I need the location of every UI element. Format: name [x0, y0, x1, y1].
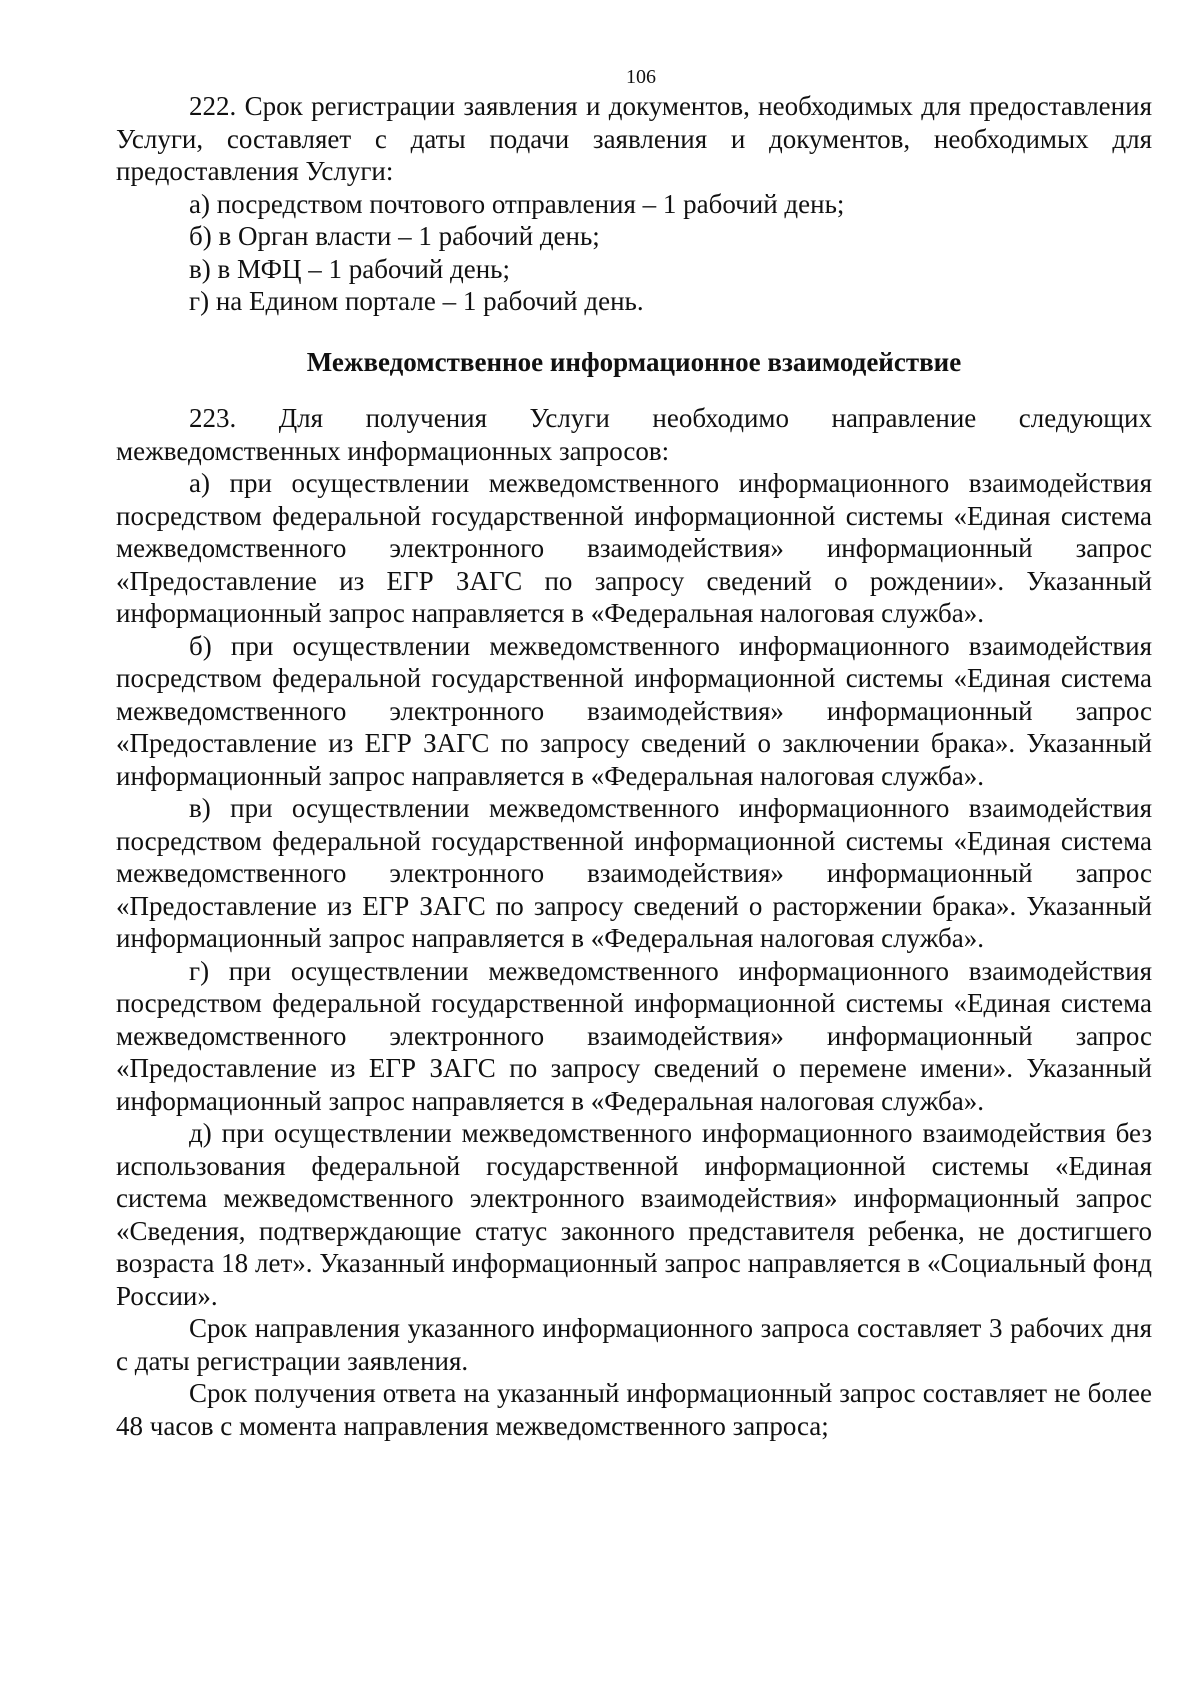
paragraph-222-item-a: а) посредством почтового отправления – 1 рабочий день; — [189, 188, 845, 219]
paragraph-223-item-g: г) при осуществлении межведомственного информационного взаимодействия посредством федеральной государственной информационной системы «Единая система межведомственного электронного взаимодействия» информационный запрос «Предоставление из ЕГР ЗАГС по запросу сведений о перемене имени». Указанный информационный запрос направляется в «Федеральная налоговая служба». — [116, 955, 1152, 1116]
paragraph-term-response: Срок получения ответа на указанный информационный запрос составляет не более 48 часов с момента направления межведомственного запроса; — [116, 1378, 1152, 1441]
paragraph-term-request: Срок направления указанного информационного запроса составляет 3 рабочих дня с даты регистрации заявления. — [116, 1313, 1152, 1376]
paragraph-223-item-a: а) при осуществлении межведомственного информационного взаимодействия посредством федеральной государственной информационной системы «Единая система межведомственного электронного взаимодействия» информационный запрос «Предоставление из ЕГР ЗАГС по запросу сведений о рождении». Указанный информационный запрос направляется в «Федеральная налоговая служба». — [116, 468, 1152, 628]
paragraph-222-item-v: в) в МФЦ – 1 рабочий день; — [189, 253, 510, 284]
document-page — [116, 66, 1152, 1442]
page-number: 106 — [626, 66, 656, 88]
section-heading: Межведомственное информационное взаимодействие — [306, 346, 962, 377]
paragraph-223-item-v: в) при осуществлении межведомственного информационного взаимодействия посредством федеральной государственной информационной системы «Единая система межведомственного электронного взаимодействия» информационный запрос «Предоставление из ЕГР ЗАГС по запросу сведений о расторжении брака». Указанный информационный запрос направляется в «Федеральная налоговая служба». — [116, 793, 1152, 953]
paragraph-222-intro: 222. Срок регистрации заявления и документов, необходимых для предоставления Услуги, составляет с даты подачи заявления и документов, необходимых для предоставления Услуги: — [116, 91, 1152, 186]
paragraph-223-intro: 223. Для получения Услуги необходимо направление следующих межведомственных информационных запросов: — [116, 403, 1152, 466]
paragraph-223-item-b: б) при осуществлении межведомственного информационного взаимодействия посредством федеральной государственной информационной системы «Единая система межведомственного электронного взаимодействия» информационный запрос «Предоставление из ЕГР ЗАГС по запросу сведений о заключении брака». Указанный информационный запрос направляется в «Федеральная налоговая служба». — [116, 630, 1152, 791]
paragraph-222-item-b: б) в Орган власти – 1 рабочий день; — [189, 221, 600, 251]
paragraph-223-item-d: д) при осуществлении межведомственного информационного взаимодействия без использования федеральной государственной информационной системы «Единая система межведомственного электронного взаимодействия» информационный запрос «Сведения, подтверждающие статус законного представителя ребенка, не достигшего возраста 18 лет». Указанный информационный запрос направляется в «Социальный фонд России». — [116, 1118, 1152, 1311]
paragraph-222-item-g: г) на Едином портале – 1 рабочий день. — [189, 286, 644, 316]
